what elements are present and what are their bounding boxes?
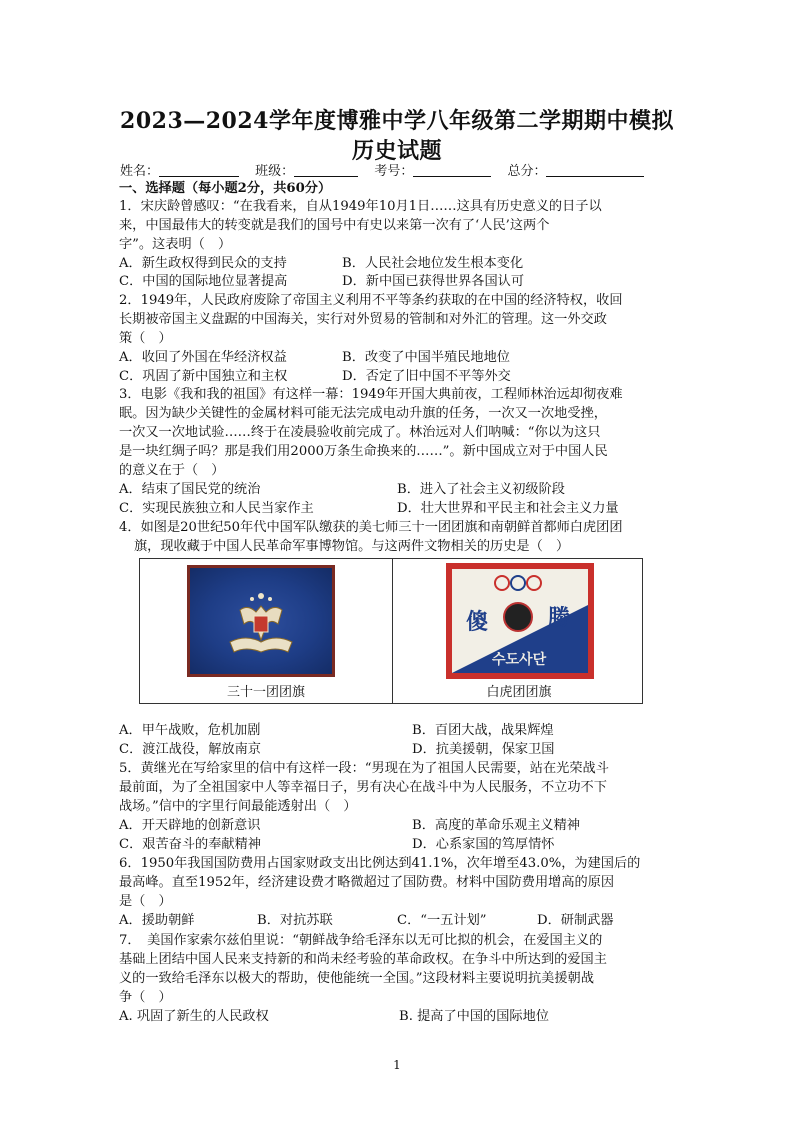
q4-line: 4．如图是20世纪50年代中国军队缴获的美七师三十一团团旗和南朝鲜首都师白虎团团 — [119, 520, 623, 535]
q7-option-a[interactable]: A. 巩固了新生的人民政权 — [119, 1009, 269, 1024]
white-tiger-regiment-flag-image — [446, 563, 594, 679]
q3-line: 眠。因为缺少关键性的金属材料可能无法完成电动升旗的任务，一次又一次地受挫， — [119, 406, 607, 421]
q3-line: 的意义在于（ ） — [119, 463, 225, 478]
q4-line: 旗，现收藏于中国人民革命军事博物馆。与这两件文物相关的历史是（ ） — [134, 539, 570, 554]
flag-banner-text: 수도사단 — [492, 652, 547, 668]
q5-line: 最前面，为了全祖国家中人等幸福日子，男有决心在战斗中为人民服务，不立功不下 — [119, 780, 607, 795]
id-label: 考号： — [374, 164, 414, 179]
q2-option-c[interactable]: C．巩固了新中国独立和主权 — [119, 369, 288, 384]
caption-left: 三十一团团旗 — [226, 685, 305, 700]
exam-subtitle: 历史试题 — [351, 138, 442, 164]
q4-option-d[interactable]: D．抗美援朝，保家卫国 — [412, 742, 555, 757]
q3-option-c[interactable]: C．实现民族独立和人民当家作主 — [119, 501, 314, 516]
flag-char-left: 傻 — [466, 609, 489, 635]
q3-line: 是一块红绸子吗？那是我们用2000万条生命换来的……”。新中国成立对于中国人民 — [119, 444, 608, 459]
q7-line: 争（ ） — [119, 990, 172, 1005]
flag-char-right: 勝 — [548, 605, 571, 631]
q6-option-a[interactable]: A．援助朝鲜 — [119, 913, 195, 928]
q5-option-c[interactable]: C．艰苦奋斗的奉献精神 — [119, 837, 261, 852]
q2-line: 长期被帝国主义盘踞的中国海关，实行对外贸易的管制和对外汇的管理。这一外交政 — [119, 312, 607, 327]
figure-cell-right — [393, 559, 645, 703]
class-label: 班级： — [255, 164, 295, 179]
figure-cell-left — [140, 559, 392, 703]
q6-option-c[interactable]: C．“一五计划” — [397, 913, 487, 928]
q2-option-a[interactable]: A．收回了外国在华经济权益 — [119, 350, 287, 365]
q7-line: 义的一致给毛泽东以极大的帮助，使他能统一全国。”这段材料主要说明抗美援朝战 — [119, 971, 594, 986]
q4-option-a[interactable]: A．甲午战败，危机加剧 — [119, 723, 261, 738]
q1-line: 来，中国最伟大的转变就是我们的国号中有史以来第一次有了‘人民’这两个 — [119, 218, 550, 233]
q1-option-b[interactable]: B．人民社会地位发生根本变化 — [342, 256, 524, 271]
q5-option-d[interactable]: D．心系家国的笃厚情怀 — [412, 837, 555, 852]
q1-line: 字”。这表明（ ） — [119, 237, 232, 252]
flag-figure-table — [139, 558, 643, 704]
exam-title: 2023—2024学年度博雅中学八年级第二学期期中模拟 — [120, 108, 674, 134]
q6-line: 是（ ） — [119, 894, 172, 909]
caption-right: 白虎团团旗 — [486, 685, 552, 700]
q7-option-b[interactable]: B. 提高了中国的国际地位 — [399, 1009, 549, 1024]
q6-option-d[interactable]: D．研制武器 — [537, 913, 614, 928]
q3-option-b[interactable]: B．进入了社会主义初级阶段 — [397, 482, 565, 497]
score-blank[interactable] — [546, 164, 644, 177]
q2-option-d[interactable]: D．否定了旧中国不平等外交 — [342, 369, 511, 384]
q4-option-c[interactable]: C．渡江战役，解放南京 — [119, 742, 261, 757]
q5-line: 战场。”信中的字里行间最能透射出（ ） — [119, 799, 357, 814]
q1-option-a[interactable]: A．新生政权得到民众的支持 — [119, 256, 287, 271]
score-label: 总分： — [507, 164, 547, 179]
q5-line: 5．黄继光在写给家里的信中有这样一段：“男现在为了祖国人民需要，站在光荣战斗 — [119, 761, 609, 776]
name-label: 姓名： — [120, 164, 160, 179]
q7-line: 7． 美国作家索尔兹伯里说：“朝鲜战争给毛泽东以无可比拟的机会，在爱国主义的 — [119, 933, 603, 948]
q1-option-d[interactable]: D．新中国已获得世界各国认可 — [342, 274, 525, 289]
id-blank[interactable] — [413, 164, 491, 177]
thirty-first-regiment-flag-image — [187, 565, 335, 677]
section-heading: 一、选择题（每小题2分，共60分） — [119, 181, 332, 196]
q2-line: 2．1949年，人民政府废除了帝国主义利用不平等条约获取的在中国的经济特权，收回 — [119, 293, 623, 308]
q6-line: 最高峰。直至1952年，经济建设费才略微超过了国防费。材料中国防费用增高的原因 — [119, 875, 615, 890]
q2-option-b[interactable]: B．改变了中国半殖民地地位 — [342, 350, 510, 365]
q4-option-b[interactable]: B．百团大战，战果辉煌 — [412, 723, 554, 738]
q1-option-c[interactable]: C．中国的国际地位显著提高 — [119, 274, 288, 289]
q5-option-b[interactable]: B．高度的革命乐观主义精神 — [412, 818, 580, 833]
class-blank[interactable] — [294, 164, 358, 177]
student-info-row — [120, 160, 656, 179]
q1-line: 1．宋庆龄曾感叹：“在我看来，自从1949年10月1日……这具有历史意义的日子以 — [119, 199, 602, 214]
page-number: 1 — [393, 1058, 401, 1072]
q3-line: 一次又一次地试验……终于在凌晨验收前完成了。林治远对人们呐喊：“你以为这只 — [119, 425, 601, 440]
q6-option-b[interactable]: B．对抗苏联 — [257, 913, 333, 928]
q3-line: 3．电影《我和我的祖国》有这样一幕：1949年开国大典前夜，工程师林治远却彻夜难 — [119, 387, 623, 402]
q2-line: 策（ ） — [119, 331, 172, 346]
eagle-emblem-icon — [190, 568, 332, 674]
q7-line: 基础上团结中国人民来支持新的和尚未经考验的革命政权。在争斗中所达到的爱国主 — [119, 952, 607, 967]
q3-option-a[interactable]: A．结束了国民党的统治 — [119, 482, 261, 497]
q5-option-a[interactable]: A．开天辟地的创新意识 — [119, 818, 261, 833]
q6-line: 6．1950年我国国防费用占国家财政支出比例达到41.1%，次年增至43.0%，为建国后的 — [119, 856, 641, 871]
q3-option-d[interactable]: D．壮大世界和平民主和社会主义力量 — [397, 501, 619, 516]
name-blank[interactable] — [159, 164, 239, 177]
